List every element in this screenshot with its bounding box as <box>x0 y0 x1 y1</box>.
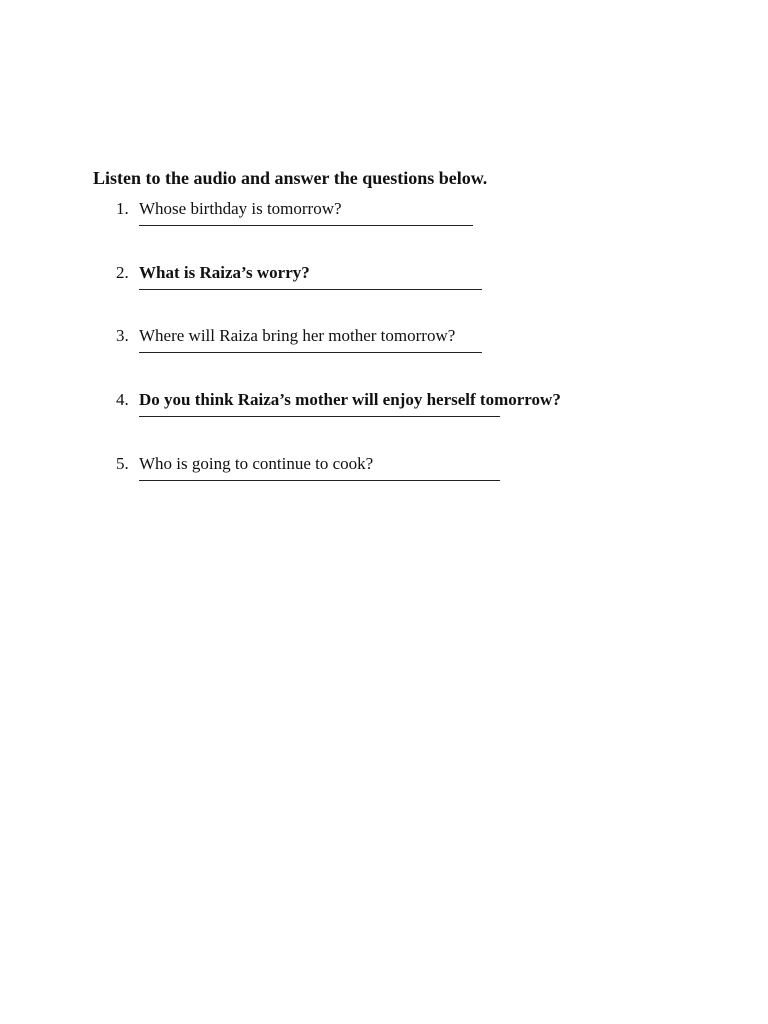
question-item-2 <box>0 263 768 303</box>
question-item-5 <box>0 454 768 494</box>
question-item-4 <box>0 390 768 430</box>
question-number: 1. <box>116 199 129 218</box>
question-number: 4. <box>116 390 129 409</box>
question-number: 2. <box>116 263 129 282</box>
question-text: Do you think Raiza’s mother will enjoy herself tomorrow? <box>139 390 561 409</box>
question-text: Whose birthday is tomorrow? <box>139 199 342 218</box>
answer-blank-line[interactable] <box>139 480 500 481</box>
question-text: What is Raiza’s worry? <box>139 263 310 282</box>
question-item-1 <box>0 199 768 239</box>
instructions-heading: Listen to the audio and answer the questions below. <box>93 168 488 188</box>
question-text: Who is going to continue to cook? <box>139 454 374 473</box>
answer-blank-line[interactable] <box>139 416 500 417</box>
answer-blank-line[interactable] <box>139 352 482 353</box>
answer-blank-line[interactable] <box>139 289 482 290</box>
question-text: Where will Raiza bring her mother tomorrow? <box>139 326 456 345</box>
question-number: 5. <box>116 454 129 473</box>
answer-blank-line[interactable] <box>139 225 473 226</box>
question-number: 3. <box>116 326 129 345</box>
question-item-3 <box>0 326 768 366</box>
